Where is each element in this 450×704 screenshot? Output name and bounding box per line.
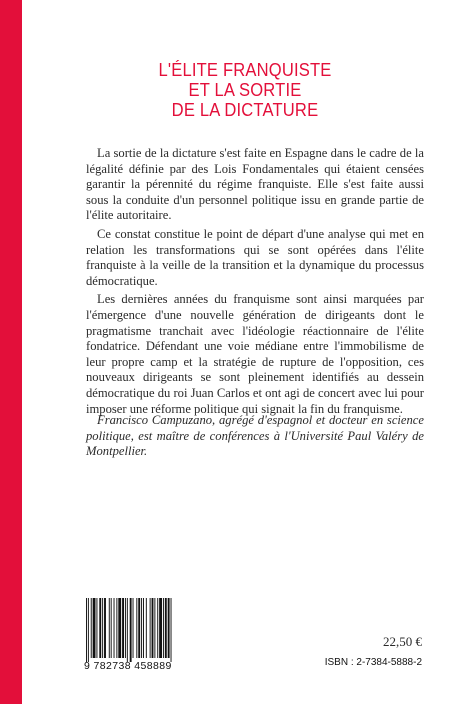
blurb-paragraph-2: Ce constat constitue le point de départ d'une analyse qui met en relation les transformations qui se sont opérées dans l'élite franquiste à la veille de la transition et la dynamique du processus démocratique. — [86, 226, 424, 288]
title-line-3: DE LA DICTATURE — [171, 100, 319, 121]
author-bio — [86, 413, 424, 460]
blurb-paragraph-3: Les dernières années du franquisme sont ainsi marquées par l'émergence d'une nouvelle génération de dirigeants dont le pragmatisme tranchait avec l'idéologie réactionnaire de l'élite fondatrice. Défendant une voie médiane entre l'immobilisme de leur propre camp et la stratégie de rupture de l'opposition, ces nouveaux dirigeants se sont pleinement identifiés au dessein démocratique du roi Juan Carlos et ont agi de concert avec lui pour imposer une réforme politique qui signait la fin du franquisme. — [86, 292, 424, 416]
title-line-1: L'ÉLITE FRANQUISTE — [158, 60, 332, 81]
barcode-digits: 9 782738 458889 — [84, 660, 172, 672]
book-title — [139, 60, 351, 120]
barcode-icon — [84, 598, 201, 662]
isbn: ISBN : 2-7384-5888-2 — [324, 657, 422, 668]
red-spine-bar — [0, 0, 22, 704]
blurb — [86, 146, 424, 417]
blurb-paragraph-1: La sortie de la dictature s'est faite en Espagne dans le cadre de la légalité définie par des Lois Fondamentales qui étaient censées garantir la pérennité du régime franquiste. Elle s'est faite aussi sous la conduite d'un personnel politique issu en grande partie de l'élite autoritaire. — [86, 146, 424, 223]
title-line-2: ET LA SORTIE — [188, 80, 302, 101]
price: 22,50 € — [383, 634, 422, 649]
author-bio-text: Francisco Campuzano, agrégé d'espagnol et docteur en science politique, est maître de conférences à l'Université Paul Valéry de Montpellier. — [86, 413, 424, 459]
